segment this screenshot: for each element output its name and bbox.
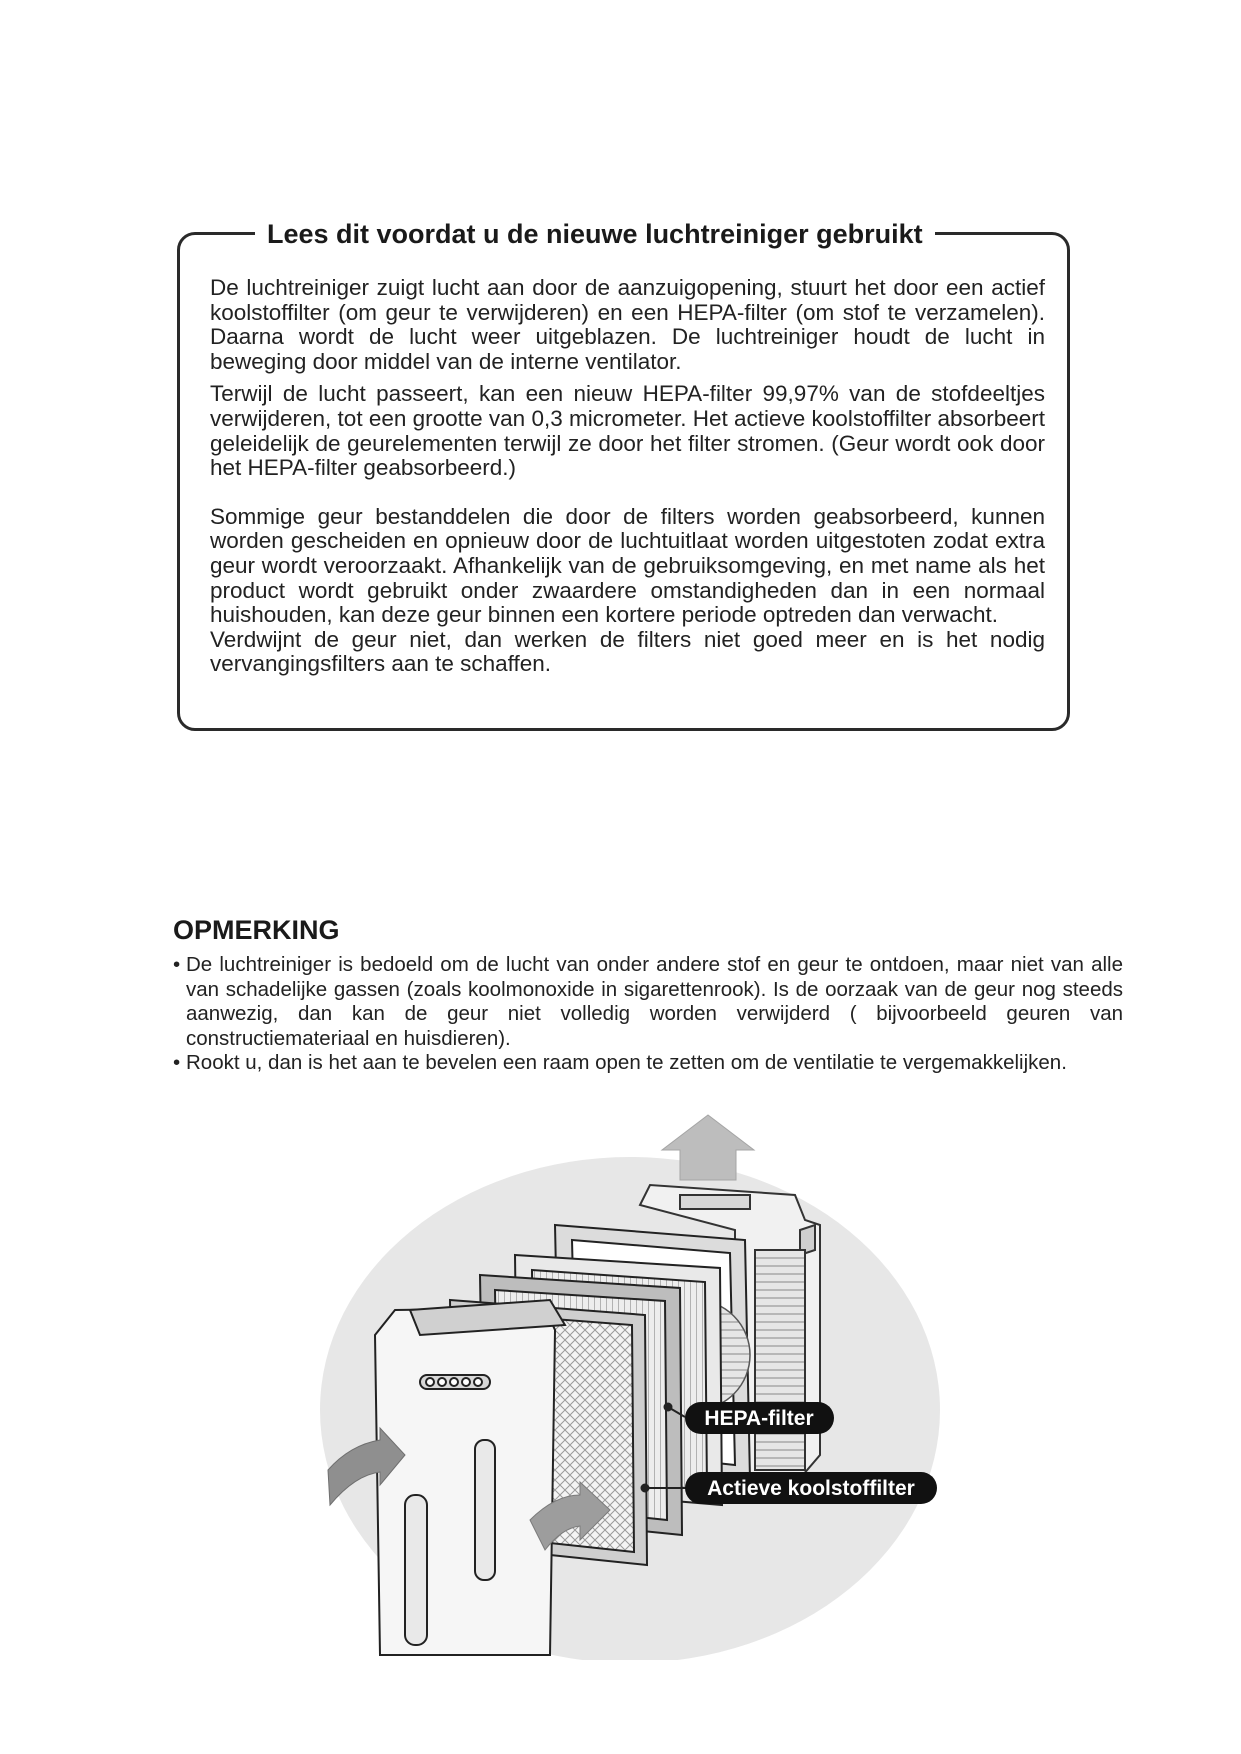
info-box-title: Lees dit voordat u de nieuwe luchtreiniger gebruikt [255, 214, 935, 254]
svg-text:HEPA-filter: HEPA-filter [704, 1407, 814, 1430]
hepa-filter-label [685, 1402, 834, 1434]
svg-text:Actieve koolstoffilter: Actieve koolstoffilter [707, 1477, 915, 1500]
front-panel [375, 1300, 565, 1655]
note-item-2: • Rookt u, dan is het aan te bevelen een raam open te zetten om de ventilatie te vergemakkelijken. [173, 1051, 1123, 1076]
note-item-1: • De luchtreiniger is bedoeld om de lucht van onder andere stof en geur te ontdoen, maar niet van alle van schadelijke gassen (zoals koolmonoxide in sigarettenrook). Is de oorzaak van de geur nog steeds aanwezig, dan kan de geur niet volledig worden verwijderd ( bijvoorbeeld geuren van constructiemateriaal en huisdieren). [173, 953, 1123, 1051]
info-paragraph-2: Terwijl de lucht passeert, kan een nieuw HEPA-filter 99,97% van de stofdeeltjes verwijderen, tot een grootte van 0,3 micrometer. Het actieve koolstoffilter absorbeert geleidelijk de geurelementen terwijl ze door het filter stromen. (Geur wordt ook door het HEPA-filter geabsorbeerd.) [210, 381, 1046, 481]
note-title: OPMERKING [173, 915, 340, 945]
note-list [173, 953, 1123, 1076]
info-box-body [210, 276, 1045, 677]
air-purifier-illustration [300, 1110, 1040, 1660]
info-paragraph-4: Verdwijnt de geur niet, dan werken de filters niet goed meer en is het nodig vervangingsfilters aan te schaffen. [210, 626, 1045, 677]
info-paragraph-3: Sommige geur bestanddelen die door de filters worden geabsorbeerd, kunnen worden gescheiden en opnieuw door de luchtuitlaat worden uitgestoten zodat extra geur wordt veroorzaakt. Afhankelijk van de gebruiksomgeving, en met name als het product wordt gebruikt onder zwaardere omstandigheden dan in een normaal huishouden, kan deze geur binnen een kortere periode optreden dan verwacht. [210, 503, 1045, 628]
carbon-filter-label [685, 1472, 937, 1504]
info-paragraph-1: De luchtreiniger zuigt lucht aan door de aanzuigopening, stuurt het door een actief koolstoffilter (om geur te verwijderen) en een HEPA-filter (om stof te verzamelen). Daarna wordt de lucht weer uitgeblazen. De luchtreiniger houdt de lucht in beweging door middel van de interne ventilator. [210, 275, 1045, 374]
